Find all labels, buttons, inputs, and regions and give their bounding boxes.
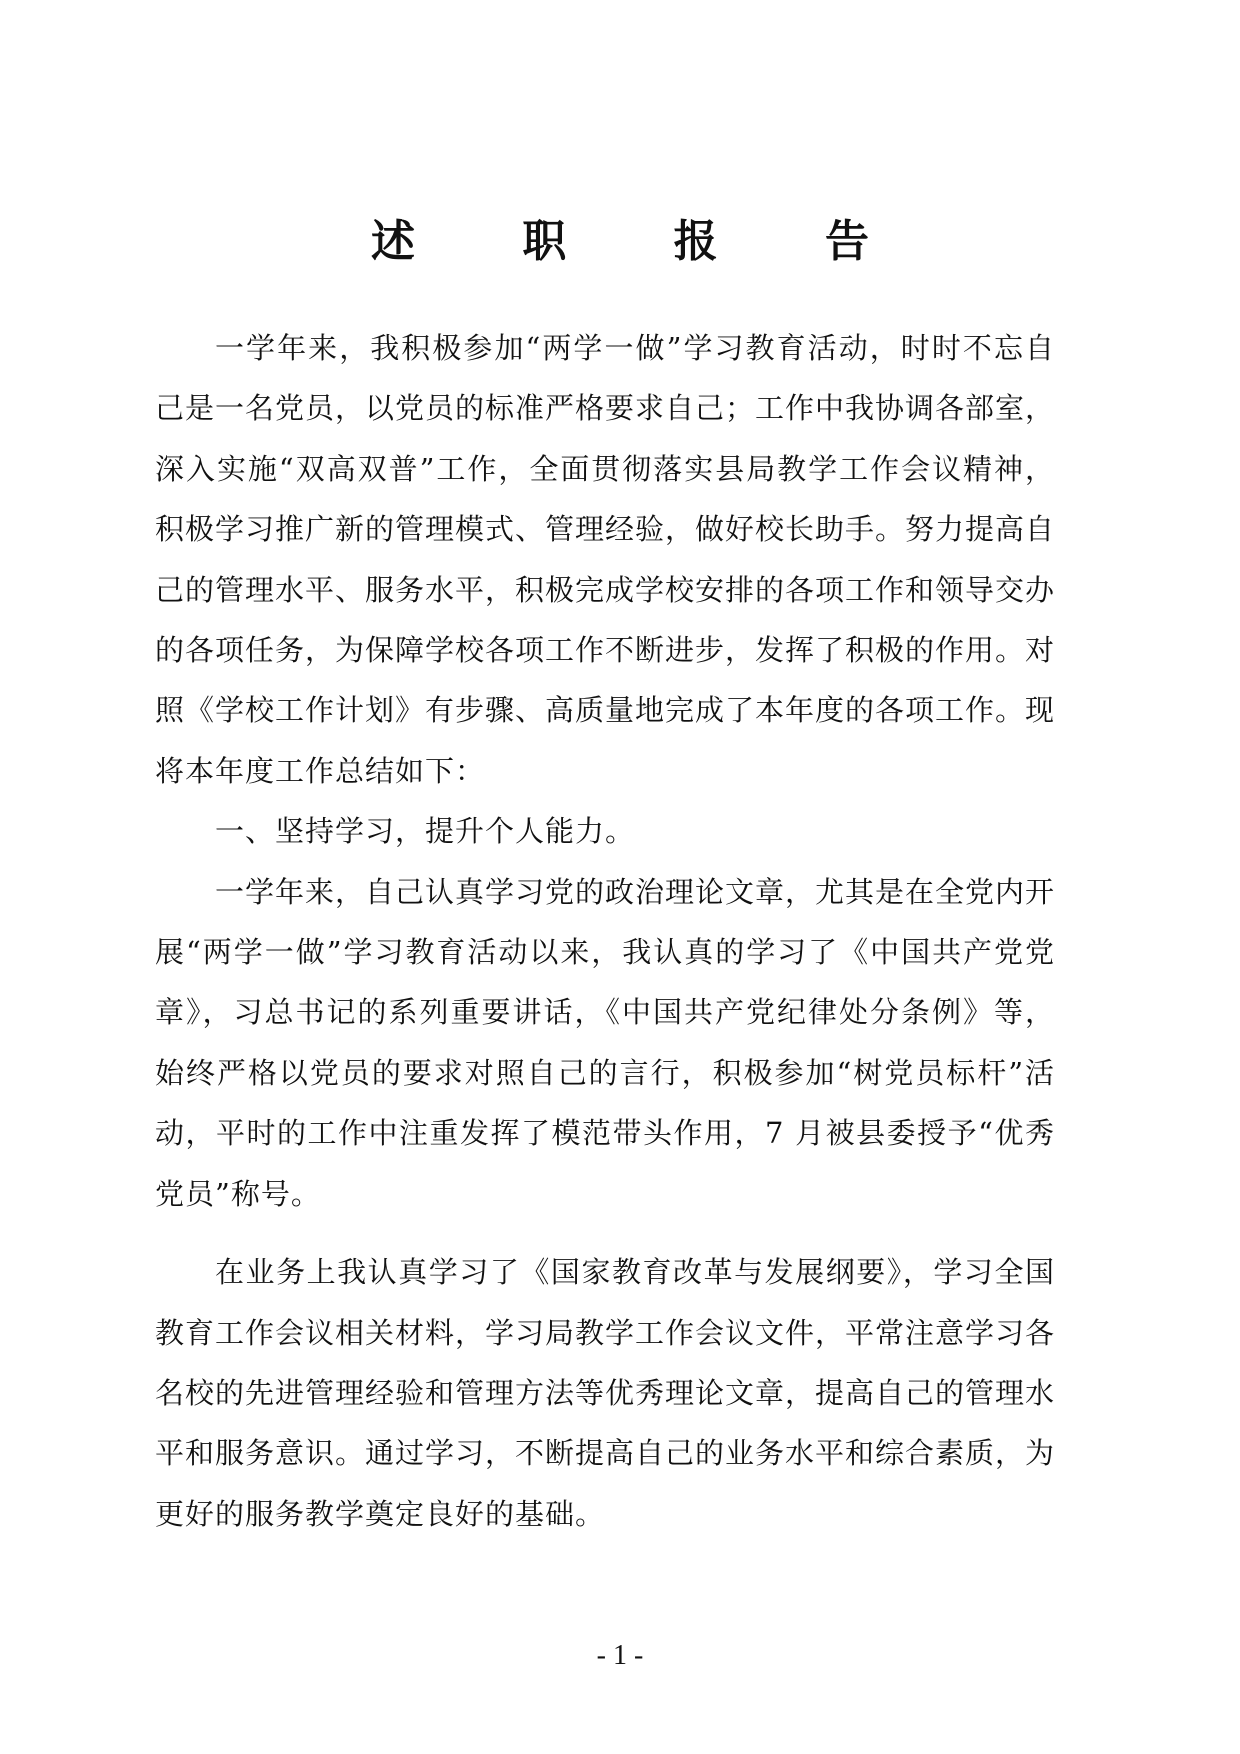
section-heading-1: 一、坚持学习，提升个人能力。 [215, 814, 636, 849]
paragraph-intro: 一学年来，我积极参加“两学一做”学习教育活动，时时不忘自己是一名党员，以党员的标准严格要求自己；工作中我协调各部室，深入实施“双高双普”工作，全面贯彻落实县局教学工作会议精神，积极学习推广新的管理模式、管理经验，做好校长助手。努力提高自己的管理水平、服务水平，积极完成学校安排的各项工作和领导交办的各项任务，为保障学校各项工作不断进步，发挥了积极的作用。对照《学校工作计划》有步骤、高质量地完成了本年度的各项工作。现将本年度工作总结如下： [155, 331, 1056, 788]
paragraph-party-study: 一学年来，自己认真学习党的政治理论文章，尤其是在全党内开展“两学一做”学习教育活动以来，我认真的学习了《中国共产党党章》，习总书记的系列重要讲话，《中国共产党纪律处分条例》等，始终严格以党员的要求对照自己的言行，积极参加“树党员标杆”活动，平时的工作中注重发挥了模范带头作用，7 月被县委授予“优秀党员”称号。 [155, 874, 1056, 1211]
document-body [155, 318, 1055, 1544]
paragraph-business-study: 在业务上我认真学习了《国家教育改革与发展纲要》，学习全国教育工作会议相关材料，学习局教学工作会议文件，平常注意学习各名校的先进管理经验和管理方法等优秀理论文章，提高自己的管理水平和服务意识。通过学习，不断提高自己的业务水平和综合素质，为更好的服务教学奠定良好的基础。 [155, 1255, 1056, 1531]
document-title: 述 职 报 告 [371, 216, 915, 267]
page-number: - 1 - [596, 1640, 644, 1671]
